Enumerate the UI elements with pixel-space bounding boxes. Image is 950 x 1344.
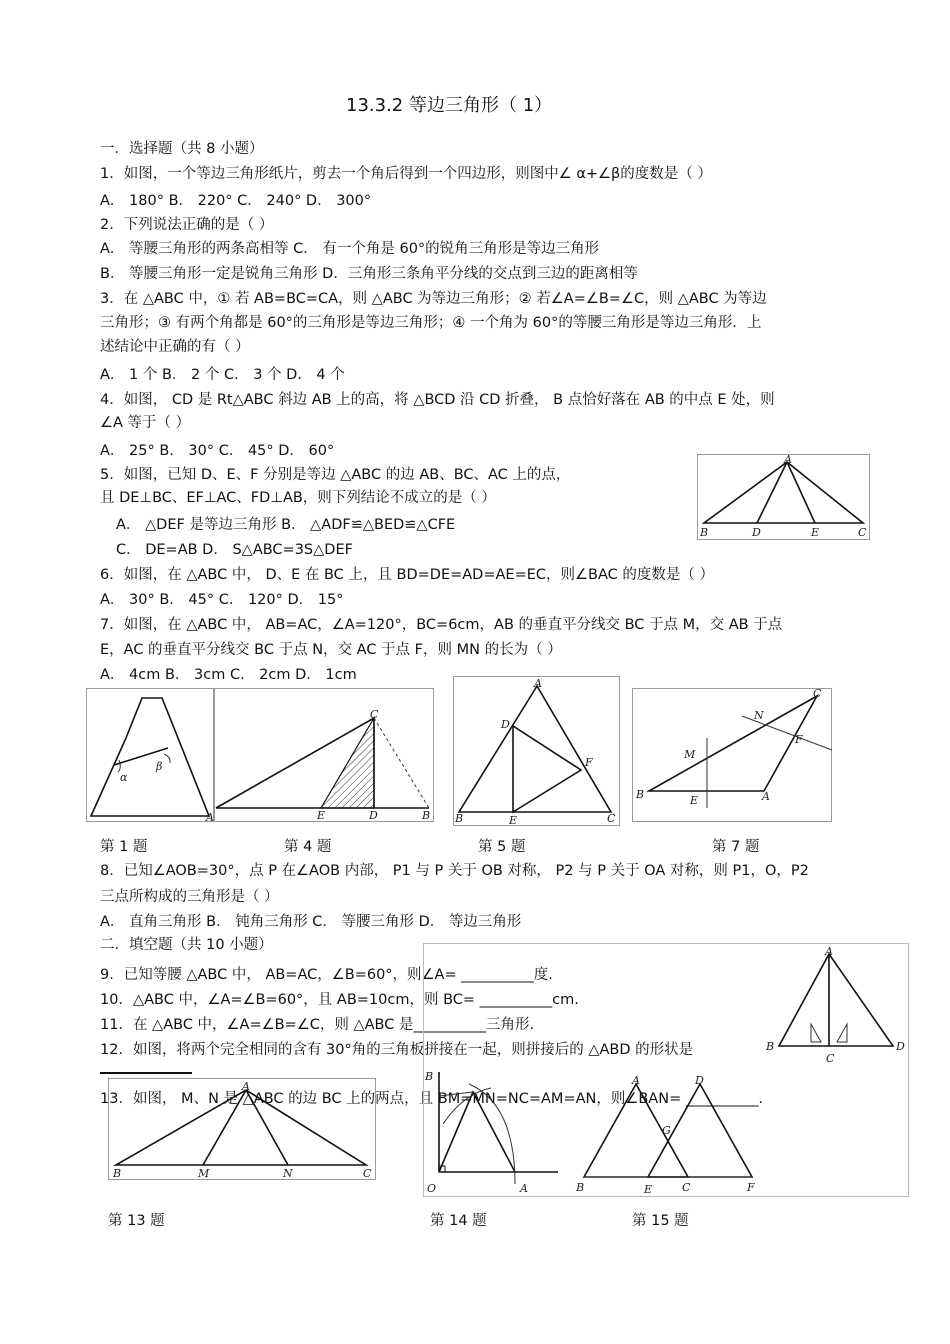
label-b: B — [636, 788, 645, 801]
text-line: A． 直角三角形 B． 钝角三角形 C． 等腰三角形 D． 等边三角形 — [100, 914, 522, 930]
figure-15 — [570, 1064, 760, 1196]
label-d: D — [695, 1074, 704, 1087]
text-line: A． 25° B． 30° C． 45° D． 60° — [100, 443, 335, 459]
figure-caption: 第 7 题 — [712, 839, 760, 855]
figure-13 — [108, 1078, 376, 1180]
text-line: 一．选择题（共 8 小题） — [100, 141, 264, 157]
label-e: E — [644, 1183, 653, 1196]
label-b: B — [455, 812, 464, 825]
label-a: A — [632, 1074, 640, 1087]
text-line: 12．如图，将两个完全相同的含有 30°角的三角板拼接在一起，则拼接后的 △ABD 的形状是 — [100, 1042, 694, 1058]
beta-label: β — [156, 760, 163, 773]
text-line: A． 30° B． 45° C． 120° D． 15° — [100, 592, 344, 608]
label-a: A — [206, 811, 214, 822]
text-line: B． 等腰三角形一定是锐角三角形 D．三角形三条角平分线的交点到三边的距离相等 — [100, 266, 638, 282]
answer-blank-12 — [100, 1072, 192, 1074]
figure-14 — [423, 1064, 563, 1196]
text-line: 二．填空题（共 10 小题） — [100, 937, 273, 953]
text-line: 5．如图，已知 D、E、F 分别是等边 △ABC 的边 AB、BC、AC 上的点， — [100, 467, 571, 483]
label-f: F — [747, 1181, 755, 1194]
text-line: A． 等腰三角形的两条高相等 C． 有一个角是 60°的锐角三角形是等边三角形 — [100, 241, 600, 257]
label-c: C — [826, 1052, 835, 1065]
label-e: E — [317, 809, 326, 822]
label-g: G — [662, 1124, 671, 1137]
label-a: A — [242, 1080, 250, 1093]
text-line: 10．△ABC 中，∠A=∠B=60°，且 AB=10cm，则 BC= __________cm. — [100, 992, 579, 1008]
label-a: A — [762, 790, 770, 803]
text-line: 1．如图，一个等边三角形纸片，剪去一个角后得到一个四边形，则图中∠ α+∠β的度数是（ ） — [100, 166, 712, 182]
text-line: 三点所构成的三角形是（ ） — [100, 889, 279, 905]
text-line: A． 1 个 B． 2 个 C． 3 个 D． 4 个 — [100, 367, 345, 383]
figure-caption: 第 15 题 — [632, 1213, 689, 1229]
label-d: D — [369, 809, 378, 822]
label-b: B — [422, 809, 431, 822]
figure-7 — [632, 688, 832, 822]
label-a: A — [825, 946, 833, 958]
label-b: B — [700, 526, 709, 539]
label-c: C — [363, 1167, 372, 1180]
label-c: C — [682, 1181, 691, 1194]
page-title: 13.3.2 等边三角形（ 1） — [346, 95, 553, 116]
label-c: C — [858, 526, 867, 539]
text-line: 2．下列说法正确的是（ ） — [100, 217, 274, 233]
text-line: 8．已知∠AOB=30°，点 P 在∠AOB 内部， P1 与 P 关于 OB 对称， P2 与 P 关于 OA 对称，则 P1，O，P2 — [100, 863, 809, 879]
label-c: C — [607, 812, 616, 825]
text-line: 三角形；③ 有两个角都是 60°的三角形是等边三角形；④ 一个角为 60°的等腰三角形是等边三角形．上 — [100, 315, 762, 331]
text-line: ∠A 等于（ ） — [100, 415, 191, 431]
figure-caption: 第 14 题 — [430, 1213, 487, 1229]
text-line: 6．如图，在 △ABC 中， D、E 在 BC 上，且 BD=DE=AD=AE=EC，则∠BAC 的度数是（ ） — [100, 567, 714, 583]
label-e: E — [811, 526, 820, 539]
text-line: 11．在 △ABC 中，∠A=∠B=∠C，则 △ABC 是__________三角形. — [100, 1017, 535, 1033]
figure-5 — [453, 676, 620, 826]
label-c: C — [370, 708, 379, 721]
label-e: E — [509, 814, 518, 826]
figure-caption: 第 13 题 — [108, 1213, 165, 1229]
text-line: 4．如图， CD 是 Rt△ABC 斜边 AB 上的高，将 △BCD 沿 CD 折叠， B 点恰好落在 AB 的中点 E 处，则 — [100, 392, 775, 408]
label-b: B — [576, 1181, 585, 1194]
label-d: D — [752, 526, 761, 539]
label-b: B — [113, 1167, 122, 1180]
label-e: E — [690, 794, 699, 807]
text-line: 9．已知等腰 △ABC 中， AB=AC，∠B=60°，则∠A= __________度. — [100, 967, 553, 983]
figure-q5-triangle — [697, 454, 870, 540]
label-a: A — [784, 454, 792, 466]
text-line: 且 DE⊥BC、EF⊥AC、FD⊥AB，则下列结论不成立的是（ ） — [100, 490, 496, 506]
text-line: C． DE=AB D． S△ABC=3S△DEF — [116, 542, 353, 558]
alpha-label: α — [120, 771, 128, 784]
label-c: C — [813, 688, 822, 700]
label-b: B — [425, 1070, 434, 1083]
label-d: D — [501, 718, 510, 731]
text-line: 述结论中正确的有（ ） — [100, 339, 250, 355]
label-a: A — [520, 1182, 528, 1195]
label-f: F — [795, 733, 803, 746]
label-n: N — [754, 709, 764, 722]
text-line: A． 180° B． 220° C． 240° D． 300° — [100, 193, 372, 209]
label-d: D — [896, 1040, 905, 1053]
figure-caption: 第 1 题 — [100, 839, 148, 855]
text-line: E，AC 的垂直平分线交 BC 于点 N，交 AC 于点 F，则 MN 的长为（ ） — [100, 642, 562, 658]
text-line: 13．如图， M、N 是 △ABC 的边 BC 上的两点，且 BM=MN=NC=AM=AN，则∠BAN= __________. — [100, 1091, 763, 1107]
label-m: M — [684, 748, 696, 761]
figure-1 — [86, 688, 214, 822]
label-m: M — [198, 1167, 210, 1180]
text-line: A． 4cm B． 3cm C． 2cm D． 1cm — [100, 667, 357, 683]
text-line: 3．在 △ABC 中，① 若 AB=BC=CA，则 △ABC 为等边三角形；② 若∠A=∠B=∠C，则 △ABC 为等边 — [100, 291, 767, 307]
figure-4 — [214, 688, 434, 822]
label-f: F — [585, 756, 593, 769]
label-b: B — [766, 1040, 775, 1053]
text-line: 7．如图，在 △ABC 中， AB=AC，∠A=120°，BC=6cm，AB 的垂直平分线交 BC 于点 M，交 AB 于点 — [100, 617, 783, 633]
text-line: A． △DEF 是等边三角形 B． △ADF≌△BED≌△CFE — [116, 517, 456, 533]
figure-caption: 第 5 题 — [478, 839, 526, 855]
figure-caption: 第 4 题 — [284, 839, 332, 855]
label-o: O — [427, 1182, 437, 1195]
label-n: N — [283, 1167, 293, 1180]
label-a: A — [534, 677, 542, 690]
